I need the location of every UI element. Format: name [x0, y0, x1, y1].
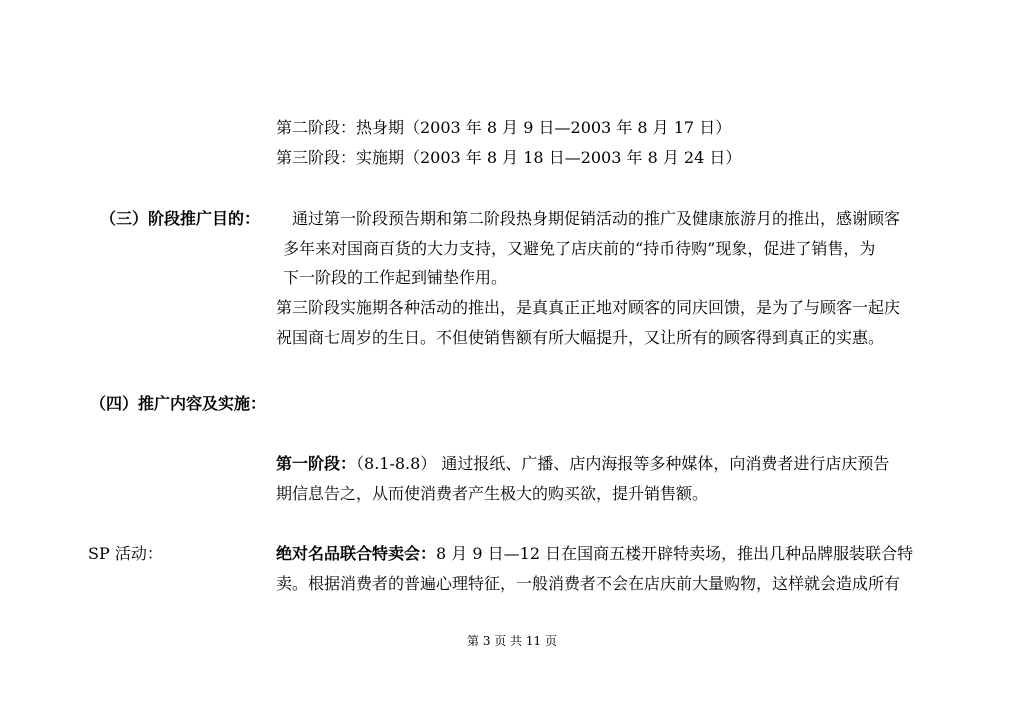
sp-activity-text: 8 月 9 日—12 日在国商五楼开辟特卖场，推出几种品牌服装联合特 — [436, 544, 914, 563]
section-3-line-4: 第三阶段实施期各种活动的推出，是真真正正地对顾客的同庆回馈，是为了与顾客一起庆 — [276, 298, 901, 317]
page-number-footer: 第 3 页 共 11 页 — [467, 634, 557, 648]
phase-2-line: 第二阶段：热身期（2003 年 8 月 9 日—2003 年 8 月 17 日） — [276, 118, 732, 137]
sp-activity-title: 绝对名品联合特卖会： — [276, 544, 437, 563]
section-3-line-5: 祝国商七周岁的生日。不但使销售额有所大幅提升，又让所有的顾客得到真正的实惠。 — [276, 328, 885, 347]
stage-1-label: 第一阶段： — [276, 454, 357, 473]
section-3-line-1: 通过第一阶段预告期和第二阶段热身期促销活动的推广及健康旅游月的推出，感谢顾客 — [292, 209, 901, 228]
sp-activity-label: SP 活动： — [88, 544, 163, 563]
stage-1-text: （8.1-8.8） 通过报纸、广播、店内海报等多种媒体，向消费者进行店庆预告 — [356, 454, 890, 473]
stage-1-line — [276, 453, 889, 475]
sp-activity-line-1 — [276, 543, 913, 565]
phase-3-line: 第三阶段：实施期（2003 年 8 月 18 日—2003 年 8 月 24 日） — [276, 148, 742, 167]
stage-1-line-2: 期信息告之，从而使消费者产生极大的购买欲，提升销售额。 — [276, 484, 709, 503]
section-3-heading: （三）阶段推广目的： — [100, 209, 261, 228]
section-3-line-3: 下一阶段的工作起到铺垫作用。 — [283, 268, 508, 287]
sp-activity-line-2: 卖。根据消费者的普遍心理特征，一般消费者不会在店庆前大量购物，这样就会造成所有 — [276, 574, 901, 593]
section-3-line-2: 多年来对国商百货的大力支持，又避免了店庆前的“持币待购”现象，促进了销售，为 — [283, 239, 876, 258]
section-4-heading: （四）推广内容及实施： — [90, 394, 267, 413]
